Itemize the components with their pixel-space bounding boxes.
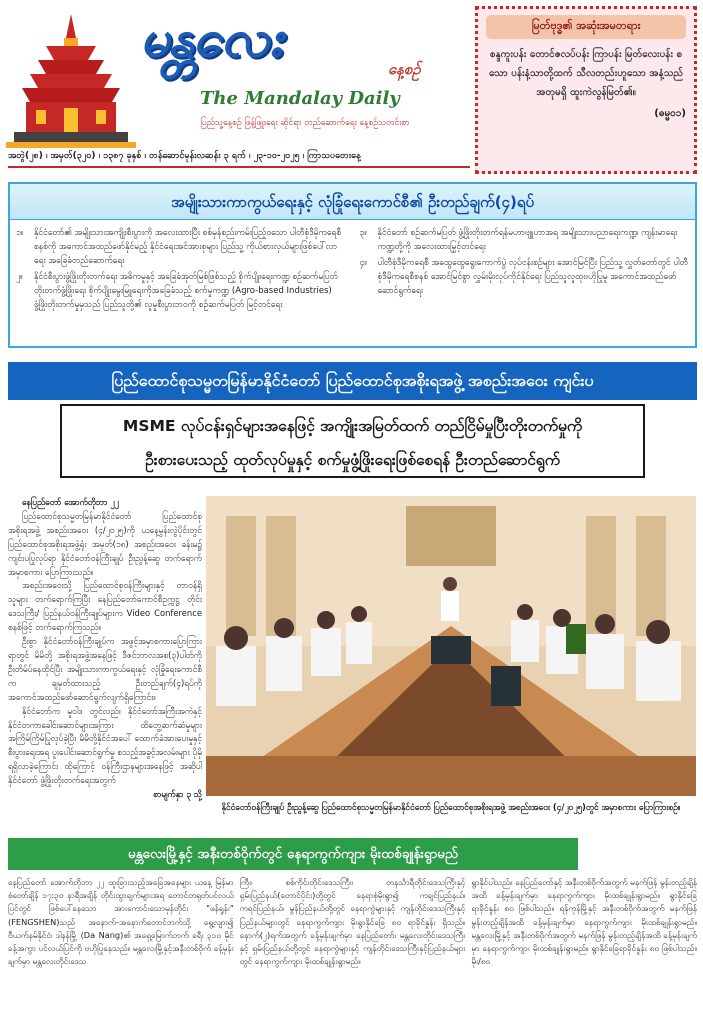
masthead-title-en: The Mandalay Daily — [200, 88, 400, 109]
story-body — [8, 496, 202, 836]
objective-item — [16, 270, 348, 312]
masthead-subtitle: နေ့စဉ် — [388, 60, 421, 78]
weather-column-3: ရွာနိုင်ပါသည်။ နေပြည်တော်နှင့် အနီးတစ်ဝိုက်အတွက် မနက်ဖြန် မွန်းတည့်ချိန်အထိ ခန့်မှန်းချက်မှာ နေရာကွက်ကျား မိုးထစ်ချုန်းရွာမည်။ ရွာနိုင်ခြေရာခိုင်နှုန်း ၈၀ ဖြစ်ပါသည်။ ရန်ကုန်မြို့နှင့် အနီးတစ်ဝိုက်အတွက် မနက်ဖြန် မွန်းတည့်ချိန်အထိ ခန့်မှန်းချက်မှာ နေရာကွက်ကျား မိုးထစ်ချုန်းရွာမည်။ မန္တလေးမြို့နှင့် အနီးတစ်ဝိုက်အတွက် မနက်ဖြန် မွန်းတည့်ချိန်အထိ ခန့်မှန်းချက်မှာ နေရာကွက်ကျား မိုးထစ်ချုန်းရွာမည်။ ရွာနိုင်ခြေရာခိုင်နှုန်း ၈၀ ဖြစ်ပါသည်။ မိုး/၈၀ — [471, 877, 698, 967]
objective-number: ၄။ — [359, 258, 367, 268]
objectives-box — [8, 182, 697, 348]
story-continued: စာမျက်နှာ ၃ သို့ — [153, 789, 202, 800]
objective-text: နိုင်ငံတော်၏ အမျိုးသားအကျိုးစီးပွားကို အလေးထားပြီး စစ်မှန်စည်းကမ်းပြည့်ဝသော ပါတီစုံဒီမိုကရေစီစနစ်ကို အကောင်အထည်ဖော်နိုင်မည့် နိုင်ငံရေးအင်အားစုများ ပြည်သူ့ ကိုယ်စားလှယ်များဖြစ်ပေါ်လာရေး အခြေခံတည်ဆောက်ရေး — [34, 228, 342, 266]
objectives-column-left — [16, 226, 348, 344]
story-paragraph: အစည်းအဝေးသို့ ပြည်ထောင်စုဝန်ကြီးများနှင့် တာဝန်ရှိသူများ တက်ရောက်ကြပြီး နေပြည်တော်ကောင်စီဥက္ကဋ္ဌ တိုင်းဒေသကြီး/ ပြည်နယ်ဝန်ကြီးချုပ်များက Video Conference စနစ်ဖြင့် တက်ရောက်ကြသည်။ — [8, 580, 202, 633]
weather-story — [8, 876, 697, 1018]
masthead-title-mm: မန္တလေး — [140, 9, 281, 69]
objectives-column-right — [360, 226, 692, 344]
weather-column-2: ကြီး၊ စစ်ကိုင်းတိုင်းဒေသကြီး၊ တနင်္သာရီတိုင်းဒေသကြီးနှင့် ရှမ်းပြည်နယ်(တောင်ပိုင်း)တို့တွင် နေရာစုံမိုးရွာ၍ ကချင်ပြည်နယ်၊ ကရင်ပြည်နယ်၊ မွန်ပြည်နယ်တို့တွင် နေရာကွဲများနှင့် ကျန်တိုင်းဒေသကြီးနှင့် ပြည်နယ်များတွင် နေရာကွက်ကျား မိုးရွာနိုင်ခြေ ၈၀ ရာခိုင်နှုန်း ရှိသည်။ နောက်(၂)ရက်အတွက် ခန့်မှန်းချက်မှာ နေပြည်တော်၊ မန္တလေးတိုင်းဒေသကြီးနှင့် ရှမ်းပြည်နယ်တို့တွင် နေရာကွဲများနှင့် ကျန်တိုင်းဒေသကြီးနှင့်ပြည်နယ်များတွင် နေရာကွက်ကျား မိုးထစ်ချုန်းရွာမည်။ — [239, 877, 466, 967]
objective-number: ၃။ — [359, 228, 367, 238]
masthead-motto: ပြည်သူ့နေ့စဉ် ဖြန့်ဖြူးရေး ဆိုင်ရာ တည်ဆောက်ရေး နေ့စဉ်သတင်းစာ — [200, 118, 410, 128]
weather-headline: မန္တလေးမြို့နှင့် အနီးတစ်ဝိုက်တွင် နေရာကွက်ကျား မိုးထစ်ချုန်းရွာမည် — [8, 838, 578, 870]
objectives-title: အမျိုးသားကာကွယ်ရေးနှင့် လုံခြုံရေးကောင်စီ၏ ဦးတည်ချက်(၄)ရပ် — [10, 184, 695, 220]
issue-dateline: အတွဲ(၂၈) ၊ အမှတ်(၃၂၀) ၊ ၁၃၈၇ ခုနှစ် ၊ တန်ဆောင်မုန်းလဆန်း ၃ ရက် ၊ ၂၃-၁၀-၂၀၂၅ ၊ ကြာသပတေးနေ့ — [8, 151, 361, 161]
headline-line-1: MSME လုပ်ငန်းရှင်များအနေဖြင့် အကျိုးအမြတ်ထက် တည်ငြိမ်မှုပြီးတိုးတက်မှုကို — [122, 417, 583, 435]
story-dateline: နေပြည်တော် အောက်တိုဘာ ၂၂ — [22, 497, 119, 507]
notice-source: (ဓမ္မ၀၁) — [654, 108, 686, 119]
objective-item — [360, 226, 692, 254]
notice-body: စန္ဒကူးပန်း တောင်ဇလပ်ပန်း ကြာပန်း မြတ်လေးပန်း စသော ပန်းနံ့သာတို့ထက် သီလတည်းဟူသော အနံ့သည် အတုမရှိ ထူးကဲလွန်မြတ်၏။ — [488, 49, 684, 98]
weather-column-1: နေပြည်တော် အောက်တိုဘာ ၂၂ ထူးခြားသည့်အခြေအနေများ ယနေ့ မြန်မာစံတော်ချိန် ၁၇:၃၀ နာရီအချိန် တိုင်းထွာချက်များအရ တောင်တရုတ်ပင်လယ်ပြင်တွင် ဖြစ်ပေါ်နေသော အားကောင်းသောမုန်တိုင်း "ဖန်ရှုန်း" (FENGSHEN)သည် အနောက်-အနောက်တောင်ဘက်သို့ ရွေ့လျား၍ ဗီယက်နမ်နိုင်ငံ၊ ဒါနန်မြို့ (Da Nang)၏ အရှေ့မြောက်ဘက် ခရီး ၃၁၀ မိုင်ခန့်အကွာ ပင်လယ်ပြင်ကို ဗဟိုပြုနေသည်။ မန္တလေးမြို့နှင့်အနီးတစ်ဝိုက် ခန့်မှန်းချက်မှာ မန္တလေးတိုင်းဒေသ — [8, 877, 234, 967]
objective-item — [360, 256, 692, 298]
story-paragraph: ဦးစွာ နိုင်ငံတော်ဝန်ကြီးချုပ်က အဖွင့်အမှာစကားပြောကြားရာတွင် မိမိတို့ အစိုးရအဖွဲ့အနေဖြင့် ဒီဇင်ဘာလအစ(၃)ပါတ်ကို ဦးတိမ်ပ်နေထိုင်ပြီး အမျိုးသားကာကွယ်ရေးနှင့် လုံခြုံရေးကောင်စီက ချမှတ်ထားသည့် ဦးတည်ချက်(၄)ရပ်ကို အကောင်အထည်ဖော်ဆောင်ရွက်လျက်ရှိကြောင်း။ — [8, 636, 202, 702]
objective-item — [16, 226, 348, 268]
photo-caption: နိုင်ငံတော်ဝန်ကြီးချုပ် ဦးညွန့်ဆွေ ပြည်ထောင်စုသမ္မတမြန်မာနိုင်ငံတော် ပြည်ထောင်စုအစိုးရအဖွဲ့ အစည်းအဝေး (၄/၂၀၂၅)တွင် အမှာစကား ပြောကြားစဉ်။ — [221, 802, 681, 812]
objective-number: ၂။ — [16, 272, 23, 282]
objective-number: ၁။ — [16, 228, 24, 238]
meeting-photo — [206, 496, 696, 796]
objective-text: နိုင်ငံစီးပွားဖွံ့ဖြိုးတိုးတက်ရေး အဓိကမှုနှင့် အခြေခံအုတ်မြစ်ဖြစ်သည့် စိုက်ပျိုးရေးကဏ္ဍ စဉ်ဆက်မပြတ်တိုးတက်ဖွံ့ဖြိုးရေး စိုက်ပျိုးမွေးမြူရေးကိုအခြေခံသည့် စက်မှုကဏ္ဍ (Agro-based Industries) ဖွံ့ဖြိုးတိုးတက်မှုမှသည် ပြည်သူတို့၏ လူမှုစီးပွားဘဝကို စဉ်ဆက်မပြတ် မြင့်တင်ရေး — [34, 272, 338, 310]
headline-line-2: ဦးစားပေးသည့် ထုတ်လုပ်မှုနှင့် စက်မှုဖွံ့ဖြိုးရေးဖြစ်စေရန် ဦးတည်ဆောင်ရွက် — [145, 451, 560, 469]
notice-title: မြတ်ဗုဒ္ဓ၏ အဆုံးအမတရား — [486, 15, 686, 39]
story-paragraph: နိုင်ငံတော်က မူဝါဒ တွင်လည်း နိုင်ငံတော်အကြီးအကဲနှင့် နိုင်ငံတကာခေါင်းဆောင်များအကြား ထိတွေ့ဆက်ဆံမှုများ အကြိမ်ကြိမ်ပြုလုပ်ခဲ့ပြီး မိမိတို့နိုင်ငံအပေါ် ထောက်ခံအားပေးမှုနှင့် စီးပွားရေးအရ ပူးပေါင်းဆောင်ရွက်မှု စသည့်အခွင့်အလမ်းများ ပိုမိုရရှိလာခဲ့ကြောင်း ထိုကြောင့် ဝန်ကြီးဌာနများအနေဖြင့် အဆိုပါ နိုင်ငံတော် ဖွံ့ဖြိုးတိုးတက်ရေးအတွက် — [8, 705, 202, 786]
meeting-banner: ပြည်ထောင်စုသမ္မတမြန်မာနိုင်ငံတော် ပြည်ထောင်စုအစိုးရအဖွဲ့ အစည်းအဝေး ကျင်းပ — [8, 362, 697, 400]
story-paragraph: ပြည်ထောင်စုသမ္မတမြန်မာနိုင်ငံတော် ပြည်ထောင်စုအစိုးရအဖွဲ့ အစည်းအဝေး (၄/၂၀၂၅)ကို ယနေ့မွန်းလွဲပိုင်းတွင် ပြည်ထောင်စုအစိုးရအဖွဲ့ရုံး အမှတ်(၁၈) အစည်းအဝေး ခန်းမ၌ ကျင်းပပြုလုပ်ရာ နိုင်ငံတော်ဝန်ကြီးချုပ် ဦးညွန့်ဆွေ တက်ရောက်အမှာစကား ပြောကြားသည်။ — [8, 510, 202, 577]
main-headline — [60, 404, 645, 478]
objective-text: ပါတီစုံဒီမိုကရေစီ အထွေထွေရွေးကောက်ပွဲ လုပ်ငန်းစဉ်များ အောင်မြင်ပြီး ပြည်သူ့ လွှတ်တော်တွင် ပါတီစုံဒီမိုကရေစီစနစ် အောင်မြင်စွာ လွှမ်းမိုးလုပ်ကိုင်နိုင်ရေး ပြည်သူလူထုဗဟိုပြုမူ အကောင်အထည်ဖော် ဆောင်ရွက်ရေး — [377, 258, 688, 296]
pagoda-logo-icon — [6, 8, 136, 148]
masthead — [0, 0, 703, 170]
dhamma-notice-box — [475, 6, 697, 174]
objective-text: နိုင်ငံတော် စဉ်ဆက်မပြတ် ဖွံ့ဖြိုးတိုးတက်ရန်မဟာဗျူဟာအရ အမျိုးသားပညာရေးကဏ္ဍ၊ ကျန်းမာရေးကဏ္ဍတို့ကို အလေးထားမြှင့်တင်ရေး — [377, 228, 678, 252]
dateline-rule — [8, 166, 470, 168]
